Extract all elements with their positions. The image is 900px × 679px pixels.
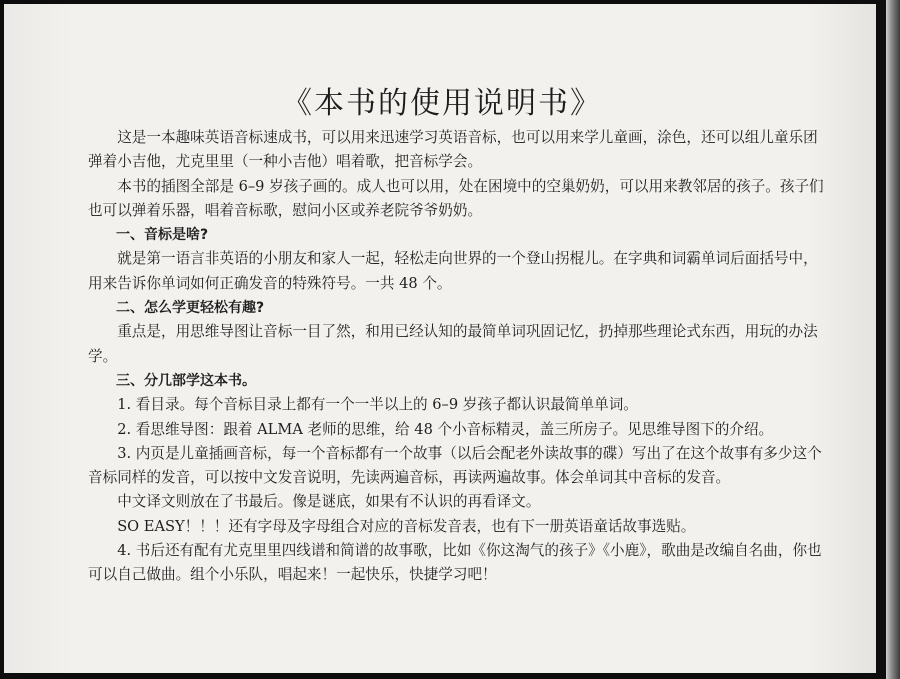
- section-heading-3: 三、分几部学这本书。: [116, 372, 256, 389]
- section-heading-1: 一、音标是啥?: [116, 227, 209, 244]
- list-item-2: 2. 看思维导图：跟着 ALMA 老师的思维，给 48 个小音标精灵，盖三所房子。见思维导图下的介绍。: [117, 420, 774, 438]
- paragraph-illustrations: 本书的插图全部是 6–9 岁孩子画的。成人也可以用，处在困境中的空巢奶奶，可以用来教邻居的孩子。孩子们也可以弹着乐器，唱着音标歌，慰问小区或养老院爷爷奶奶。: [88, 177, 824, 219]
- paragraph-translation: 中文译文则放在了书最后。像是谜底，如果有不认识的再看译文。: [117, 493, 541, 511]
- document-body: [88, 126, 828, 588]
- list-item-3: 3. 内页是儿童插画音标，每一个音标都有一个故事（以后会配老外读故事的碟）写出了在这个故事有多少这个音标同样的发音，可以按中文发音说明，先读两遍音标，再读两遍故事。体会单词其中音标的发音。: [88, 444, 822, 487]
- page-binding-edge: [886, 0, 900, 679]
- paragraph-so-easy: SO EASY！！！还有字母及字母组合对应的音标发音表，也有下一册英语童话故事选贴。: [117, 517, 696, 535]
- section-heading-2: 二、怎么学更轻松有趣?: [116, 300, 265, 317]
- paragraph-intro: 这是一本趣味英语音标速成书，可以用来迅速学习英语音标，也可以用来学儿童画，涂色，还可以组儿童乐团弹着小吉他，尤克里里（一种小吉他）唱着歌，把音标学会。: [88, 129, 818, 171]
- document-page: [4, 4, 876, 673]
- list-item-1: 1. 看目录。每个音标目录上都有一个一半以上的 6–9 岁孩子都认识最简单单词。: [117, 396, 638, 414]
- paragraph-what-is-phonetic: 就是第一语言非英语的小朋友和家人一起，轻松走向世界的一个登山拐棍儿。在字典和词霸单词后面括号中，用来告诉你单词如何正确发音的特殊符号。一共 48 个。: [88, 250, 818, 292]
- document-title: 《本书的使用说明书》: [282, 86, 602, 121]
- list-item-4: 4. 书后还有配有尤克里里四线谱和简谱的故事歌，比如《你这淘气的孩子》《小鹿》，歌曲是改编自名曲，你也可以自己做曲。组个小乐队，唱起来！一起快乐，快捷学习吧！: [88, 542, 822, 584]
- paragraph-how-to-learn: 重点是，用思维导图让音标一目了然，和用已经认知的最简单词巩固记忆，扔掉那些理论式东西，用玩的办法学。: [88, 323, 818, 365]
